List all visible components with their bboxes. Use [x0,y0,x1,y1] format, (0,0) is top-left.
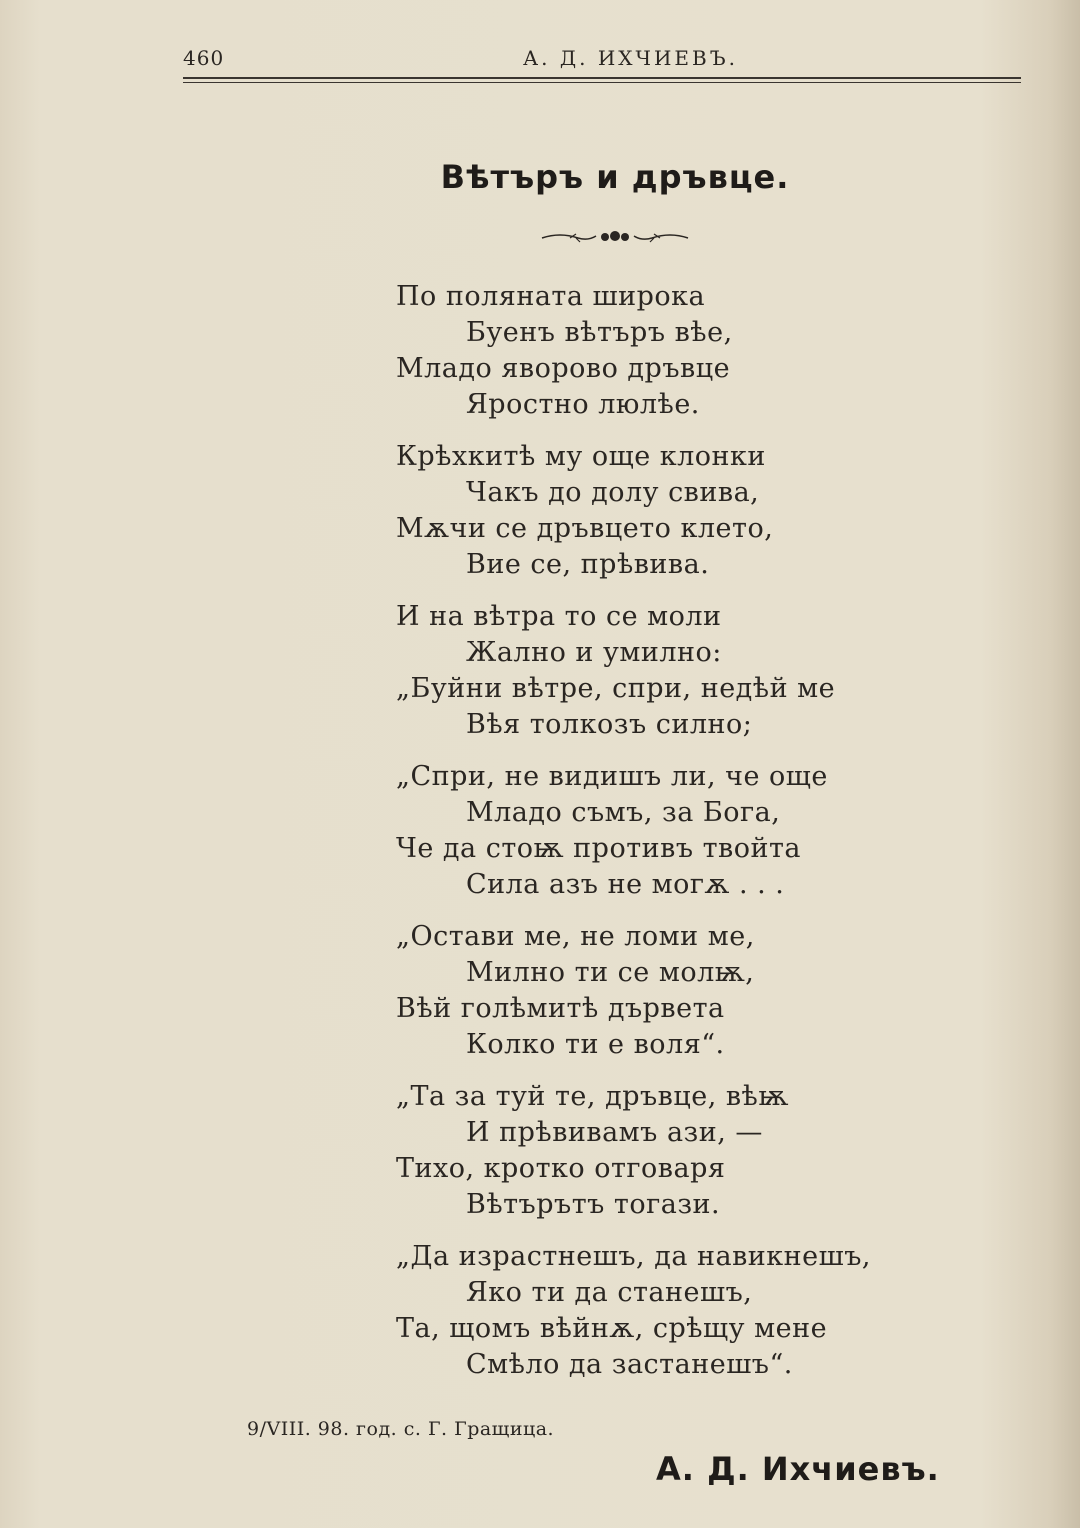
stanza [396,439,956,583]
dateline: 9/VIII. 98. год. с. Г. Гращица. [247,1418,555,1440]
poem-line: Вѣя толкозъ силно; [466,709,753,740]
poem-title: Вѣтъръ и дръвце. [440,158,790,196]
poem-line: По поляната широка [396,281,706,312]
stanza [396,919,956,1063]
poem-line: Че да стоѭ противъ твойта [396,833,802,864]
header-rule-bottom [183,82,1021,83]
poem-line: „Спри, не видишъ ли, че още [396,761,828,792]
poem-line: „Остави ме, не ломи ме, [396,921,755,952]
poem-line: Милно ти се молѭ, [466,957,755,988]
poem-line: Яростно люлѣе. [466,389,700,420]
poem-line: И прѣвивамъ ази, — [466,1117,763,1148]
page-header [183,40,1021,80]
poem-line: Сила азъ не могѫ . . . [466,869,785,900]
stanza [396,1239,956,1383]
poem-line: Та, щомъ вѣйнѫ, срѣщу мене [396,1313,828,1344]
poem-line: Жално и умилно: [466,637,722,668]
poem-line: Крѣхкитѣ му още клонки [396,441,766,472]
poem-line: „Та за туй те, дръвце, вѣѭ [396,1081,789,1112]
stanza [396,599,956,743]
poem-line: Колко ти е воля“. [466,1029,725,1060]
author-signature: А. Д. Ихчиевъ. [656,1450,940,1488]
stanza [396,759,956,903]
poem-line: Вие се, прѣвива. [466,549,710,580]
poem-line: Буенъ вѣтъръ вѣе, [466,317,733,348]
poem-line: Вѣтърътъ тогази. [466,1189,721,1220]
poem-line: Тихо, кротко отговаря [396,1153,726,1184]
page-number: 460 [183,46,225,70]
stanza [396,279,956,423]
stanza [396,1079,956,1223]
poem-line: Младо яворово дръвце [396,353,731,384]
poem-line: Чакъ до долу свива, [466,477,760,508]
poem-line: Вѣй голѣмитѣ дървета [396,993,725,1024]
poem-line: Смѣло да застанешъ“. [466,1349,793,1380]
poem-line: „Да израстнешъ, да навикнешъ, [396,1241,872,1272]
poem-line: Младо съмъ, за Бога, [466,797,781,828]
poem-line: Мѫчи се дръвцето клето, [396,513,774,544]
poem-body [396,279,956,1399]
poem-line: Яко ти да станешъ, [466,1277,753,1308]
header-rule-top [183,77,1021,79]
poem-line: „Буйни вѣтре, спри, недѣй ме [396,673,836,704]
poem-line: И на вѣтра то се моли [396,601,722,632]
running-head: А. Д. ИХЧИЕВЪ. [523,46,738,70]
vine-ornament-icon [540,226,690,246]
